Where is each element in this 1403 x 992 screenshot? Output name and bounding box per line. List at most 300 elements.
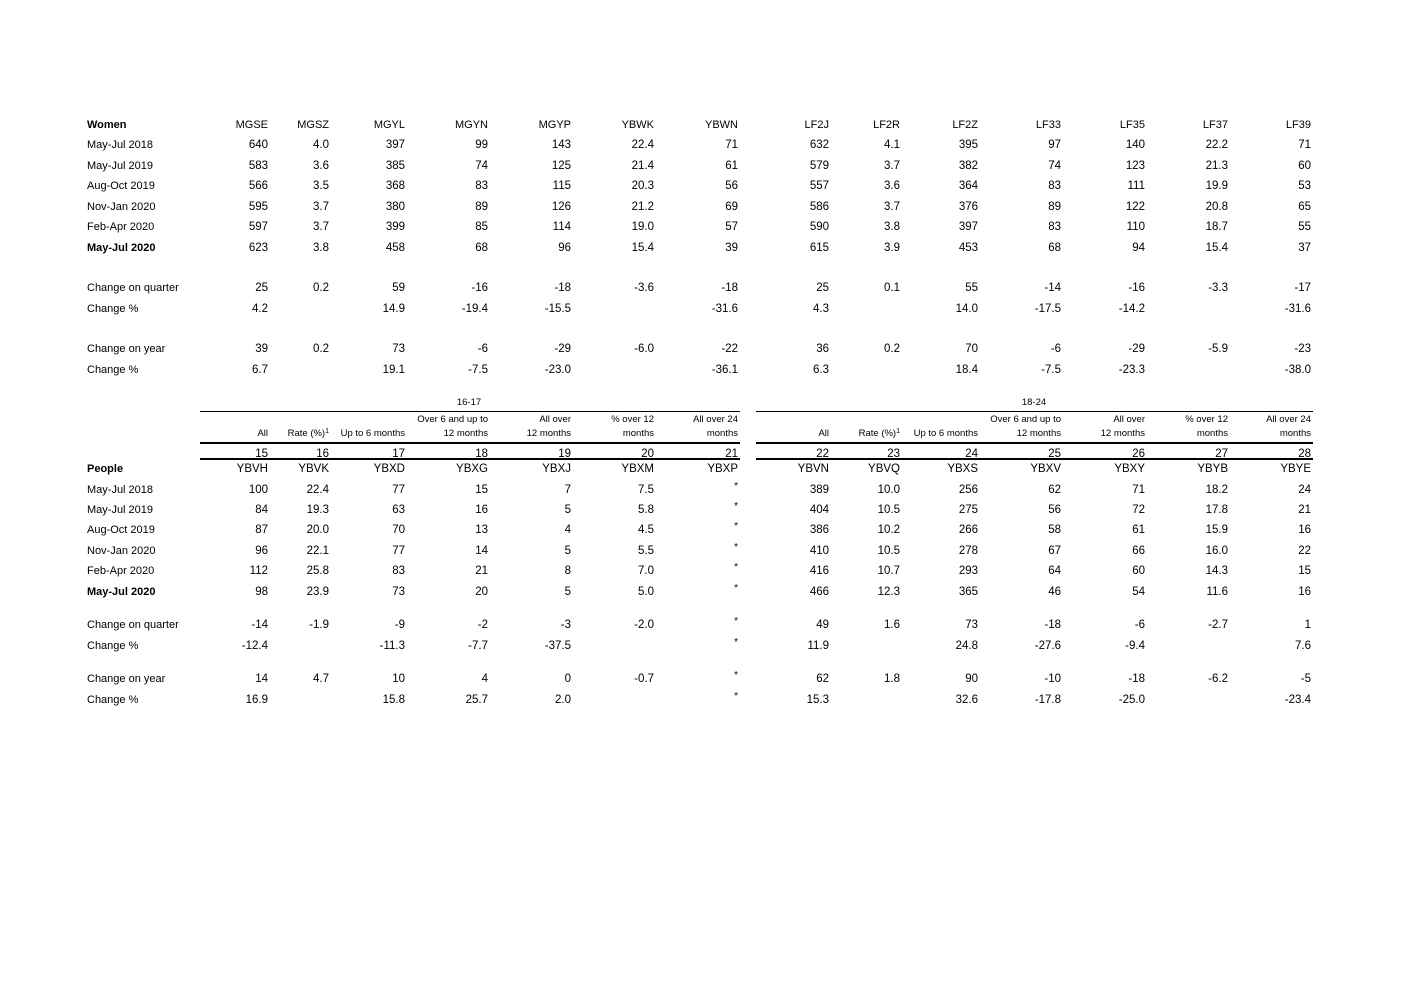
change-cell: 4.3 <box>813 303 829 315</box>
table-cell: 77 <box>392 484 405 496</box>
table-cell: 10.5 <box>877 545 900 557</box>
table-cell: 20.0 <box>306 524 329 536</box>
change-cell: -14.2 <box>1118 303 1145 315</box>
table-cell: 74 <box>1048 160 1061 172</box>
column-number: 18 <box>475 448 488 460</box>
change-cell: -6.0 <box>634 343 654 355</box>
series-code: YBYE <box>1280 463 1311 475</box>
change-cell: -17.5 <box>1034 303 1061 315</box>
table-cell: 15.9 <box>1205 524 1228 536</box>
table-cell: 376 <box>958 201 978 213</box>
change-cell: 39 <box>255 343 268 355</box>
change-label: Change on year <box>87 673 166 685</box>
table-cell: 566 <box>248 180 268 192</box>
people-data-row <box>0 482 1403 500</box>
table-cell: 10.0 <box>877 484 900 496</box>
change-cell: -14 <box>1044 282 1061 294</box>
change-cell: 0.2 <box>313 282 329 294</box>
change-cell: -7.5 <box>1041 364 1061 376</box>
series-code: MGYP <box>538 119 571 131</box>
table-cell: * <box>734 501 738 512</box>
change-cell: 59 <box>392 282 405 294</box>
header-rule-mid <box>200 442 740 444</box>
people-change-row <box>0 617 1403 635</box>
table-cell: 10.2 <box>877 524 900 536</box>
change-cell: 1 <box>1304 619 1311 631</box>
row-label: May-Jul 2018 <box>87 484 154 496</box>
table-cell: 3.7 <box>884 201 900 213</box>
table-cell: 71 <box>1298 139 1311 151</box>
table-cell: 3.5 <box>313 180 329 192</box>
change-cell: 15.8 <box>382 694 405 706</box>
change-cell: -18 <box>1044 619 1061 631</box>
table-cell: 7.0 <box>638 565 654 577</box>
change-cell: -3.6 <box>634 282 654 294</box>
change-cell: 1.6 <box>884 619 900 631</box>
change-cell: -23 <box>1294 343 1311 355</box>
table-cell: 597 <box>248 221 268 233</box>
table-cell: 56 <box>1048 504 1061 516</box>
table-cell: 114 <box>552 221 571 233</box>
change-cell: * <box>734 691 738 702</box>
table-cell: 89 <box>1048 201 1061 213</box>
change-cell: -18 <box>1128 673 1145 685</box>
change-cell: -10 <box>1044 673 1061 685</box>
table-cell: 24 <box>1298 484 1311 496</box>
table-cell: 57 <box>725 221 738 233</box>
change-cell: 14.0 <box>955 303 978 315</box>
people-data-row <box>0 502 1403 520</box>
change-cell: -25.0 <box>1118 694 1145 706</box>
column-number: 19 <box>558 448 571 460</box>
table-cell: 380 <box>385 201 405 213</box>
change-cell: 14 <box>255 673 268 685</box>
table-cell: 83 <box>1048 221 1061 233</box>
table-cell: 39 <box>725 242 738 254</box>
table-cell: 17.8 <box>1205 504 1228 516</box>
table-cell: 21 <box>1298 504 1311 516</box>
change-label: Change % <box>87 364 139 376</box>
column-number: 16 <box>316 448 329 460</box>
change-label: Change on quarter <box>87 619 179 631</box>
row-label: Nov-Jan 2020 <box>87 545 156 557</box>
row-label: May-Jul 2019 <box>87 504 154 516</box>
change-cell: -9 <box>394 619 405 631</box>
change-label: Change on year <box>87 343 166 355</box>
group-label-16-17: 16-17 <box>456 397 482 408</box>
table-cell: 66 <box>1132 545 1145 557</box>
table-cell: 5 <box>564 586 571 598</box>
table-cell: 16.0 <box>1205 545 1228 557</box>
table-cell: 632 <box>809 139 829 151</box>
row-label: Feb-Apr 2020 <box>87 221 155 233</box>
series-code: YBVH <box>236 463 268 475</box>
column-header-bottom: Rate (%)$^1$ <box>287 428 329 439</box>
column-header-bottom: months <box>622 428 654 439</box>
table-cell: 21 <box>475 565 488 577</box>
table-cell: 99 <box>475 139 488 151</box>
table-cell: 579 <box>809 160 829 172</box>
women-change-row <box>0 280 1403 298</box>
column-number: 21 <box>725 448 738 460</box>
change-cell: 0.2 <box>313 343 329 355</box>
table-cell: 453 <box>958 242 978 254</box>
table-cell: 386 <box>809 524 829 536</box>
table-cell: 83 <box>475 180 488 192</box>
column-number: 20 <box>641 448 654 460</box>
table-cell: 60 <box>1132 565 1145 577</box>
table-cell: 395 <box>958 139 978 151</box>
change-cell: 6.3 <box>813 364 829 376</box>
table-cell: 74 <box>475 160 488 172</box>
footnote-marker: 1 <box>325 428 329 435</box>
change-cell: 18.4 <box>955 364 978 376</box>
section-title-people: People <box>87 463 124 475</box>
table-cell: 143 <box>551 139 571 151</box>
table-cell: 62 <box>1048 484 1061 496</box>
series-code: YBXS <box>947 463 978 475</box>
table-cell: 5.0 <box>638 586 654 598</box>
table-cell: 397 <box>385 139 405 151</box>
row-label: Feb-Apr 2020 <box>87 565 155 577</box>
table-cell: 3.6 <box>313 160 329 172</box>
change-cell: * <box>734 616 738 627</box>
table-cell: 15 <box>475 484 488 496</box>
change-cell: -36.1 <box>711 364 738 376</box>
column-number: 25 <box>1048 448 1061 460</box>
row-label: May-Jul 2018 <box>87 139 154 151</box>
column-header-bottom: Up to 6 months <box>913 428 978 439</box>
table-cell: 19.3 <box>306 504 329 516</box>
series-code: YBVN <box>797 463 829 475</box>
change-cell: 90 <box>965 673 978 685</box>
table-cell: * <box>734 562 738 573</box>
women-change-row <box>0 341 1403 359</box>
table-cell: * <box>734 521 738 532</box>
change-cell: 24.8 <box>955 640 978 652</box>
column-number: 28 <box>1298 448 1311 460</box>
column-number: 27 <box>1215 448 1228 460</box>
table-cell: 115 <box>552 180 571 192</box>
table-cell: 416 <box>809 565 829 577</box>
table-cell: 10.5 <box>877 504 900 516</box>
people-change-row <box>0 671 1403 689</box>
change-label: Change on quarter <box>87 282 179 294</box>
people-data-row <box>0 563 1403 581</box>
people-data-row <box>0 522 1403 540</box>
table-cell: * <box>734 481 738 492</box>
column-header-top: All over <box>1113 414 1145 425</box>
change-cell: -23.3 <box>1118 364 1145 376</box>
column-header-top: All over 24 <box>1266 414 1311 425</box>
table-cell: 96 <box>558 242 571 254</box>
table-cell: 385 <box>385 160 405 172</box>
change-cell: -37.5 <box>544 640 571 652</box>
women-data-row <box>0 158 1403 176</box>
table-cell: 46 <box>1048 586 1061 598</box>
table-cell: 466 <box>809 586 829 598</box>
women-data-row <box>0 240 1403 258</box>
women-change-row <box>0 301 1403 319</box>
column-header-bottom: Up to 6 months <box>340 428 405 439</box>
change-cell: -6.2 <box>1208 673 1228 685</box>
column-header-bottom: months <box>1279 428 1311 439</box>
change-cell: 73 <box>965 619 978 631</box>
table-cell: 16 <box>1298 586 1311 598</box>
table-cell: * <box>734 542 738 553</box>
women-data-row <box>0 219 1403 237</box>
column-header-bottom: 12 months <box>1016 428 1061 439</box>
change-cell: -18 <box>554 282 571 294</box>
series-code: YBWK <box>621 119 654 131</box>
series-code: YBXJ <box>542 463 571 475</box>
table-cell: 21.3 <box>1205 160 1228 172</box>
column-header-bottom: 12 months <box>1100 428 1145 439</box>
table-cell: 3.8 <box>313 242 329 254</box>
table-cell: 3.8 <box>884 221 900 233</box>
column-number: 22 <box>816 448 829 460</box>
change-cell: -2 <box>477 619 488 631</box>
change-cell: 32.6 <box>955 694 978 706</box>
column-number: 26 <box>1132 448 1145 460</box>
column-number: 15 <box>255 448 268 460</box>
column-number: 23 <box>887 448 900 460</box>
change-label: Change % <box>87 303 139 315</box>
series-code: MGSZ <box>297 119 329 131</box>
change-cell: -19.4 <box>461 303 488 315</box>
change-cell: -2.7 <box>1208 619 1228 631</box>
change-cell: 62 <box>816 673 829 685</box>
table-cell: 58 <box>1048 524 1061 536</box>
table-cell: 56 <box>725 180 738 192</box>
column-header-top: Over 6 and up to <box>417 414 488 425</box>
table-cell: 112 <box>249 565 268 577</box>
table-cell: 368 <box>385 180 405 192</box>
table-cell: 13 <box>475 524 488 536</box>
change-cell: -2.0 <box>634 619 654 631</box>
people-change-row <box>0 638 1403 656</box>
change-cell: 16.9 <box>245 694 268 706</box>
column-header-bottom: Rate (%)$^1$ <box>858 428 900 439</box>
change-cell: -14 <box>251 619 268 631</box>
change-cell: -31.6 <box>1284 303 1311 315</box>
change-cell: -16 <box>1128 282 1145 294</box>
change-cell: 0.1 <box>884 282 900 294</box>
table-cell: 3.7 <box>313 201 329 213</box>
table-cell: 20 <box>475 586 488 598</box>
table-cell: 4.0 <box>313 139 329 151</box>
table-cell: 364 <box>958 180 978 192</box>
people-data-row <box>0 543 1403 561</box>
series-code: YBXV <box>1030 463 1061 475</box>
table-cell: 18.2 <box>1205 484 1228 496</box>
table-cell: 65 <box>1298 201 1311 213</box>
change-cell: 10 <box>392 673 405 685</box>
header-rule-mid <box>756 442 1313 444</box>
table-cell: 140 <box>1125 139 1145 151</box>
series-code: LF39 <box>1285 119 1311 131</box>
people-change-row <box>0 692 1403 710</box>
table-cell: * <box>734 583 738 594</box>
table-cell: 83 <box>1048 180 1061 192</box>
table-cell: 590 <box>809 221 829 233</box>
table-cell: 458 <box>385 242 405 254</box>
change-cell: * <box>734 637 738 648</box>
column-header-bottom: All <box>257 428 268 439</box>
change-cell: -5 <box>1300 673 1311 685</box>
change-cell: -7.7 <box>468 640 488 652</box>
table-cell: 5 <box>564 504 571 516</box>
change-cell: -22 <box>721 343 738 355</box>
table-cell: 382 <box>958 160 978 172</box>
table-cell: 84 <box>255 504 268 516</box>
table-cell: 53 <box>1298 180 1311 192</box>
table-cell: 70 <box>392 524 405 536</box>
table-cell: 586 <box>809 201 829 213</box>
table-cell: 87 <box>255 524 268 536</box>
table-cell: 21.2 <box>631 201 654 213</box>
change-label: Change % <box>87 694 139 706</box>
table-cell: 23.9 <box>306 586 329 598</box>
change-cell: -15.5 <box>544 303 571 315</box>
series-code: YBXP <box>707 463 738 475</box>
change-label: Change % <box>87 640 139 652</box>
table-cell: 5.8 <box>638 504 654 516</box>
table-cell: 100 <box>248 484 268 496</box>
table-cell: 22.1 <box>306 545 329 557</box>
table-cell: 61 <box>1132 524 1145 536</box>
change-cell: -18 <box>721 282 738 294</box>
table-cell: 293 <box>958 565 978 577</box>
column-header-bottom: months <box>1196 428 1228 439</box>
row-label: Aug-Oct 2019 <box>87 180 155 192</box>
table-cell: 94 <box>1132 242 1145 254</box>
table-cell: 12.3 <box>877 586 900 598</box>
series-code: LF35 <box>1119 119 1145 131</box>
change-cell: -1.9 <box>309 619 329 631</box>
change-cell: 73 <box>392 343 405 355</box>
table-cell: 583 <box>248 160 268 172</box>
table-cell: 557 <box>809 180 829 192</box>
table-cell: 22.4 <box>306 484 329 496</box>
table-cell: 110 <box>1126 221 1145 233</box>
change-cell: 4.2 <box>252 303 268 315</box>
change-cell: 11.9 <box>807 640 829 652</box>
table-cell: 85 <box>475 221 488 233</box>
column-header-top: Over 6 and up to <box>990 414 1061 425</box>
table-cell: 3.7 <box>884 160 900 172</box>
change-cell: 70 <box>965 343 978 355</box>
table-cell: 37 <box>1298 242 1311 254</box>
table-cell: 3.9 <box>884 242 900 254</box>
row-label: Nov-Jan 2020 <box>87 201 156 213</box>
table-cell: 97 <box>1048 139 1061 151</box>
change-cell: -5.9 <box>1208 343 1228 355</box>
change-cell: 1.8 <box>884 673 900 685</box>
change-cell: -31.6 <box>711 303 738 315</box>
change-cell: -12.4 <box>241 640 268 652</box>
table-cell: 389 <box>809 484 829 496</box>
change-cell: 4 <box>481 673 488 685</box>
table-cell: 69 <box>725 201 738 213</box>
table-cell: 15.4 <box>1205 242 1228 254</box>
table-cell: 64 <box>1048 565 1061 577</box>
table-cell: 122 <box>1125 201 1145 213</box>
change-cell: -16 <box>471 282 488 294</box>
table-cell: 21.4 <box>631 160 654 172</box>
column-header-top: All over <box>539 414 571 425</box>
change-cell: 25 <box>816 282 829 294</box>
change-cell: 0 <box>564 673 571 685</box>
change-cell: -27.6 <box>1034 640 1061 652</box>
table-cell: 20.3 <box>631 180 654 192</box>
table-cell: 123 <box>1125 160 1145 172</box>
series-code: YBYB <box>1197 463 1228 475</box>
series-code: YBWN <box>705 119 738 131</box>
change-cell: 49 <box>816 619 829 631</box>
change-cell: 7.6 <box>1295 640 1311 652</box>
change-cell: -17 <box>1294 282 1311 294</box>
table-cell: 256 <box>958 484 978 496</box>
table-cell: 89 <box>475 201 488 213</box>
header-rule-top <box>200 411 740 412</box>
series-code: YBXD <box>373 463 405 475</box>
table-cell: 4.5 <box>638 524 654 536</box>
group-label-18-24: 18-24 <box>1021 397 1047 408</box>
table-cell: 67 <box>1048 545 1061 557</box>
column-header-top: % over 12 <box>611 414 654 425</box>
column-number: 17 <box>392 448 405 460</box>
change-cell: 6.7 <box>252 364 268 376</box>
change-cell: -17.8 <box>1034 694 1061 706</box>
table-cell: 10.7 <box>877 565 900 577</box>
table-cell: 68 <box>475 242 488 254</box>
table-cell: 77 <box>392 545 405 557</box>
change-cell: -0.7 <box>634 673 654 685</box>
column-number: 24 <box>965 448 978 460</box>
table-cell: 14 <box>475 545 488 557</box>
series-code: MGYL <box>373 119 405 131</box>
table-cell: 60 <box>1298 160 1311 172</box>
table-cell: 19.9 <box>1205 180 1228 192</box>
women-data-row <box>0 199 1403 217</box>
people-data-row <box>0 584 1403 602</box>
series-code: LF2Z <box>952 119 978 131</box>
table-cell: 125 <box>551 160 571 172</box>
series-code: LF33 <box>1035 119 1061 131</box>
row-label: May-Jul 2020 <box>87 242 156 254</box>
women-data-row <box>0 178 1403 196</box>
table-cell: 20.8 <box>1205 201 1228 213</box>
table-cell: 54 <box>1132 586 1145 598</box>
table-cell: 96 <box>255 545 268 557</box>
change-cell: -29 <box>554 343 571 355</box>
change-cell: * <box>734 670 738 681</box>
change-cell: 14.9 <box>382 303 405 315</box>
change-cell: -29 <box>1128 343 1145 355</box>
table-cell: 8 <box>564 565 571 577</box>
table-cell: 19.0 <box>631 221 654 233</box>
change-cell: 36 <box>816 343 829 355</box>
series-code: LF2R <box>873 119 900 131</box>
table-cell: 63 <box>392 504 405 516</box>
change-cell: 25.7 <box>465 694 488 706</box>
table-cell: 25.8 <box>306 565 329 577</box>
series-code: YBVQ <box>868 463 900 475</box>
change-cell: 55 <box>965 282 978 294</box>
table-cell: 3.7 <box>313 221 329 233</box>
table-cell: 55 <box>1298 221 1311 233</box>
